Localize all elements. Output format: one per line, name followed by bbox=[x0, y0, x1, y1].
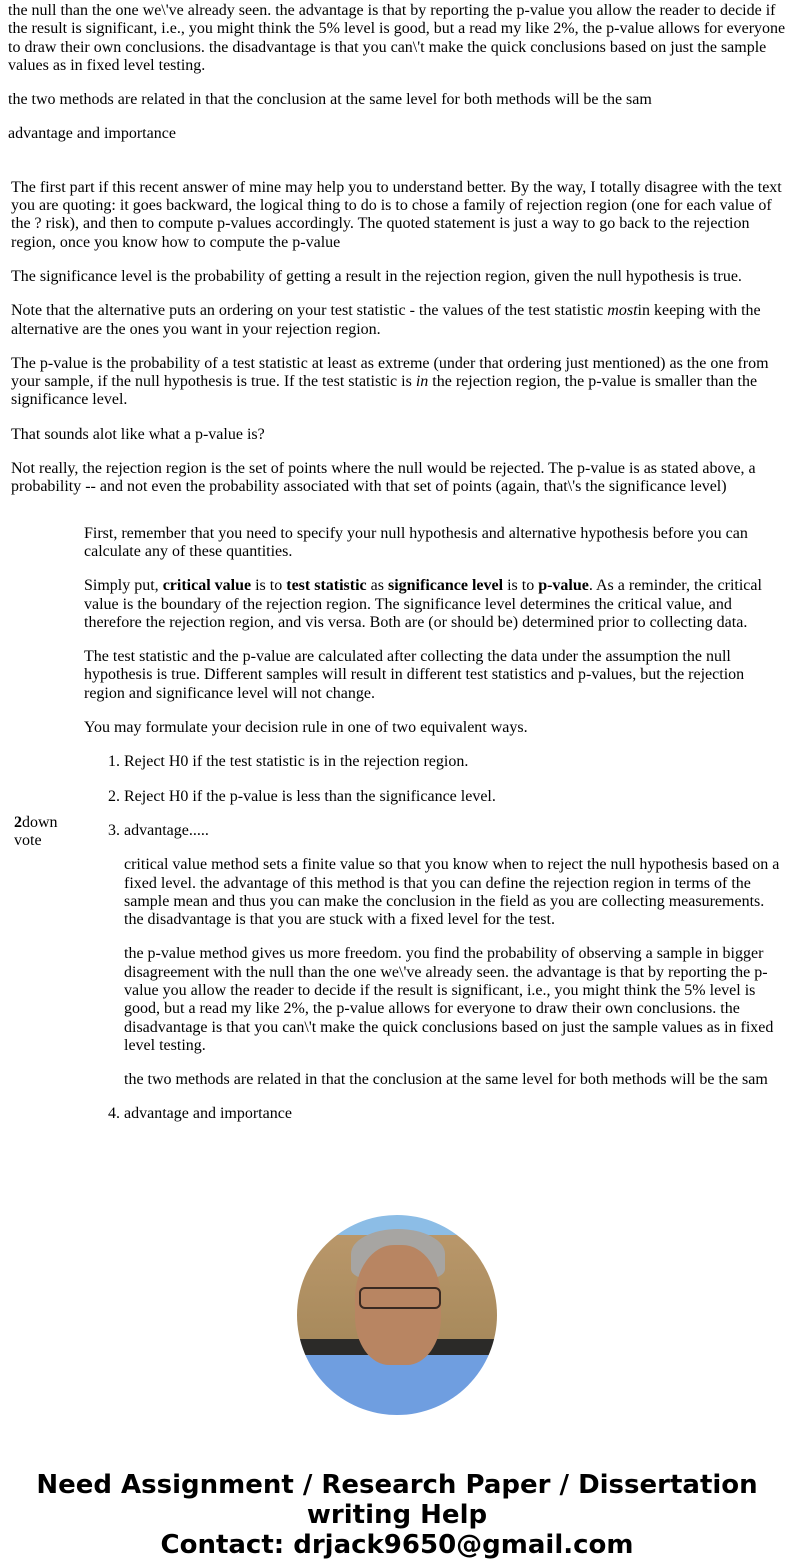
text: the rejection region, the p-value is smaller than the significance level. bbox=[11, 373, 758, 409]
term: significance level bbox=[387, 577, 504, 595]
item-text: Reject H0 if the p-value is less than the significance level. bbox=[124, 787, 496, 805]
list-item bbox=[124, 753, 786, 771]
text: is to bbox=[503, 577, 539, 595]
paragraph: the two methods are related in that the conclusion at the same level for both methods will be the sam bbox=[8, 91, 652, 109]
paragraph: That sounds alot like what a p-value is? bbox=[11, 425, 265, 443]
answer-1 bbox=[8, 160, 786, 516]
list-item bbox=[124, 822, 786, 1090]
paragraph: The first part if this recent answer of mine may help you to understand better. By the way, I totally disagree with the text you are quoting: it goes backward, the logical thing to do is to chose a family of rejection region (one for each value of the ? risk), and then to compute p-values accordingly. The quoted statement is just a way to go back to the rejection region, once you know how to compute the p-value bbox=[11, 178, 782, 251]
decision-rules-list bbox=[84, 753, 786, 1123]
paragraph: the p-value method gives us more freedom. you find the probability of observing a sample in bigger disagreement with the null than the one we\'ve already seen. the advantage is that by reporting the p-value you allow the reader to decide if the result is significant, i.e., you might think the 5% level is good, but a read my like 2%, the p-value allows for everyone to draw their own conclusions. the disadvantage is that you can\'t make the quick conclusions based on just the sample values as in fixed level testing. bbox=[124, 945, 774, 1054]
paragraph bbox=[11, 302, 783, 339]
answer-body bbox=[8, 160, 786, 516]
paragraph: The test statistic and the p-value are calculated after collecting the data under the assumption the null hypothesis is true. Different samples will result in different test statistics and p-values, but the rejection region and significance level will not change. bbox=[84, 648, 745, 702]
vote-count: 2 bbox=[14, 813, 22, 831]
paragraph: First, remember that you need to specify your null hypothesis and alternative hypothesis before you can calculate any of these quantities. bbox=[84, 524, 748, 560]
term: critical value bbox=[162, 577, 252, 595]
vote-cell bbox=[8, 522, 84, 1143]
answer-2 bbox=[8, 522, 786, 1143]
paragraph: Not really, the rejection region is the set of points where the null would be rejected. The p-value is as stated above, a probability -- and not even the probability associated with that set of points (again, that\'s the significance level) bbox=[11, 460, 756, 496]
text: as bbox=[366, 577, 388, 595]
text: is to bbox=[251, 577, 287, 595]
vote-label: down vote bbox=[14, 813, 58, 850]
paragraph bbox=[11, 355, 783, 410]
footer-banner bbox=[8, 1470, 786, 1560]
glasses-shape bbox=[359, 1287, 441, 1309]
paragraph: You may formulate your decision rule in one of two equivalent ways. bbox=[84, 719, 528, 737]
text: The p-value is the probability of a test statistic at least as extreme (under that ordering just mentioned) as the one from your sample, if the null hypothesis is true. If the test statistic is bbox=[11, 354, 769, 391]
paragraph bbox=[84, 577, 786, 632]
text: . As a reminder, the critical value is the boundary of the rejection region. The significance level determines the critical value, and therefore the rejection region, and vis versa. Both are (or should be) determined prior to collecting data. bbox=[84, 577, 762, 631]
author-photo bbox=[297, 1215, 497, 1415]
paragraph: critical value method sets a finite value so that you know when to reject the null hypothesis based on a fixed level. the advantage of this method is that you can define the rejection region in terms of the sample mean and thus you can make the conclusion in the field as you are collecting measurements. the disadvantage is that you are stuck with a fixed level for the test. bbox=[124, 856, 780, 929]
text: Simply put, bbox=[84, 577, 163, 595]
text: Note that the alternative puts an ordering on your test statistic - the values of the test statistic bbox=[11, 302, 608, 320]
paragraph: The significance level is the probability of getting a result in the rejection region, given the null hypothesis is true. bbox=[11, 267, 742, 285]
footer-contact: Contact: drjack9650@gmail.com bbox=[160, 1530, 634, 1560]
paragraph: advantage and importance bbox=[8, 125, 176, 143]
item-text: advantage and importance bbox=[124, 1105, 292, 1123]
item-text: Reject H0 if the test statistic is in the rejection region. bbox=[124, 753, 469, 771]
list-item bbox=[124, 788, 786, 806]
question-text bbox=[8, 2, 786, 144]
text: in keeping with the alternative are the ones you want in your rejection region. bbox=[11, 302, 761, 338]
item-text: advantage..... bbox=[124, 821, 209, 839]
term: test statistic bbox=[286, 577, 367, 595]
list-item bbox=[124, 1105, 786, 1123]
footer-headline: Need Assignment / Research Paper / Dissertation writing Help bbox=[36, 1470, 758, 1531]
emphasis: most bbox=[607, 302, 638, 320]
author-photo-container bbox=[8, 1215, 786, 1420]
term: p-value bbox=[538, 577, 589, 595]
paragraph: the two methods are related in that the conclusion at the same level for both methods will be the sam bbox=[124, 1071, 768, 1089]
paragraph: the null than the one we\'ve already seen. the advantage is that by reporting the p-value you allow the reader to decide if the result is significant, i.e., you might think the 5% level is good, but a read my like 2%, the p-value allows for everyone to draw their own conclusions. the disadvantage is that you can\'t make the quick conclusions based on just the sample values as in fixed level testing. bbox=[8, 2, 786, 74]
answer-body bbox=[84, 522, 786, 1143]
emphasis: in bbox=[415, 373, 429, 391]
